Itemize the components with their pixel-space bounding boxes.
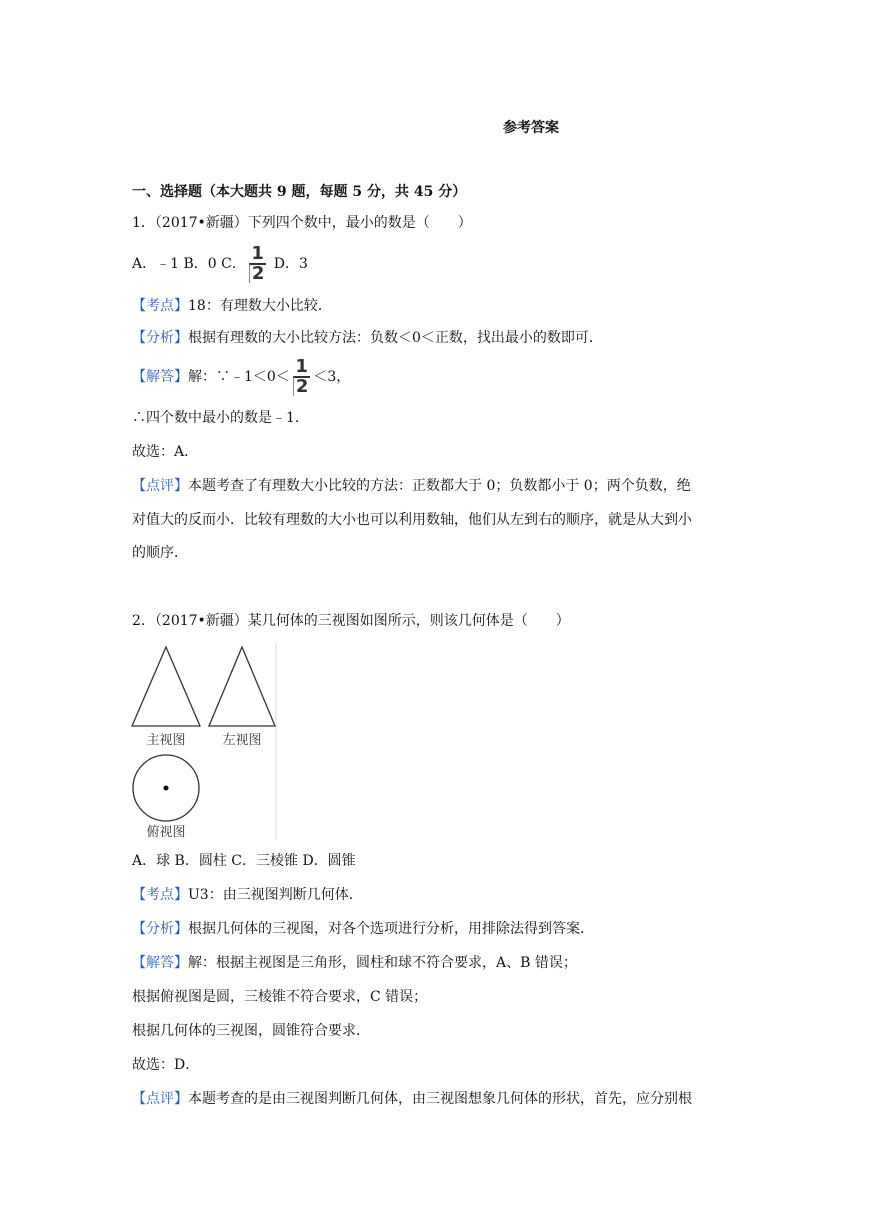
kaodian-text: U3：由三视图判断几何体． (188, 887, 363, 903)
q2-options: A．球 B．圆柱 C．三棱锥 D．圆锥 (132, 853, 356, 869)
q2-stem: 2．（2017•新疆）某几何体的三视图如图所示，则该几何体是（ ） (132, 613, 570, 629)
q2-answer: 故选：D． (132, 1057, 200, 1073)
fraction-denominator: 2 (293, 376, 311, 396)
fraction-denominator: 2 (249, 263, 267, 283)
q1-jieda (132, 358, 350, 396)
jieda-text: 解：∵﹣1＜0＜ (188, 369, 290, 385)
q2-jieda (132, 953, 577, 973)
jieda-tag: 【解答】 (132, 955, 188, 971)
three-view-drawing (130, 643, 278, 839)
fraction-numerator: 1 (251, 243, 264, 264)
left-view-label: 左视图 (222, 733, 262, 748)
top-view-label: 俯视图 (146, 825, 186, 839)
q2-kaodian (132, 885, 363, 905)
q2-jieda-line3: 根据几何体的三视图，圆锥符合要求． (132, 1023, 370, 1039)
q1-dianping (132, 476, 691, 496)
jieda-tag: 【解答】 (132, 369, 188, 385)
fenxi-text: 根据有理数的大小比较方法：负数＜0＜正数，找出最小的数即可． (188, 330, 603, 346)
q1-conclusion: ∴四个数中最小的数是﹣1． (132, 410, 309, 426)
q1-options-prefix: A．﹣1 B．0 C． (132, 256, 246, 272)
dianping-tag: 【点评】 (132, 1091, 188, 1107)
q1-kaodian (132, 296, 332, 316)
section-heading: 一、选择题（本大题共 9 题，每题 5 分，共 45 分） (132, 184, 467, 200)
q1-stem: 1．（2017•新疆）下列四个数中，最小的数是（ ） (132, 215, 472, 231)
jieda-fraction (293, 358, 311, 396)
kaodian-tag: 【考点】 (132, 298, 188, 314)
fenxi-tag: 【分析】 (132, 921, 188, 937)
dianping-tag: 【点评】 (132, 478, 188, 494)
left-view-triangle (209, 647, 275, 726)
dianping-text: 本题考查了有理数大小比较的方法：正数都大于 0；负数都小于 0；两个负数，绝 (188, 478, 691, 494)
front-view-label: 主视图 (146, 733, 186, 748)
q2-jieda-line2: 根据俯视图是圆，三棱锥不符合要求，C 错误； (132, 989, 428, 1005)
fraction-numerator: 1 (295, 356, 308, 377)
q2-dianping (132, 1089, 692, 1109)
q1-fraction (249, 245, 267, 283)
fenxi-tag: 【分析】 (132, 330, 188, 346)
q1-options-suffix: D．3 (269, 256, 308, 272)
q2-fenxi (132, 919, 594, 939)
dianping-text: 本题考查的是由三视图判断几何体，由三视图想象几何体的形状，首先，应分别根 (188, 1091, 692, 1107)
three-view-figure (130, 643, 278, 839)
kaodian-tag: 【考点】 (132, 887, 188, 903)
q1-fenxi (132, 328, 603, 348)
page-title: 参考答案 (503, 120, 559, 136)
q1-dianping-line2: 对值大的反而小．比较有理数的大小也可以利用数轴，他们从左到右的顺序，就是从大到小 (132, 512, 692, 528)
jieda-text-end: ＜3， (313, 369, 351, 385)
fenxi-text: 根据几何体的三视图，对各个选项进行分析，用排除法得到答案． (188, 921, 594, 937)
q1-answer: 故选：A． (132, 444, 199, 460)
jieda-text: 解：根据主视图是三角形，圆柱和球不符合要求，A、B 错误； (188, 955, 577, 971)
kaodian-text: 18：有理数大小比较． (188, 298, 332, 314)
front-view-triangle (132, 647, 200, 726)
top-view-center-dot (164, 786, 169, 791)
q1-options (132, 245, 308, 283)
q1-dianping-line3: 的顺序． (132, 545, 188, 561)
